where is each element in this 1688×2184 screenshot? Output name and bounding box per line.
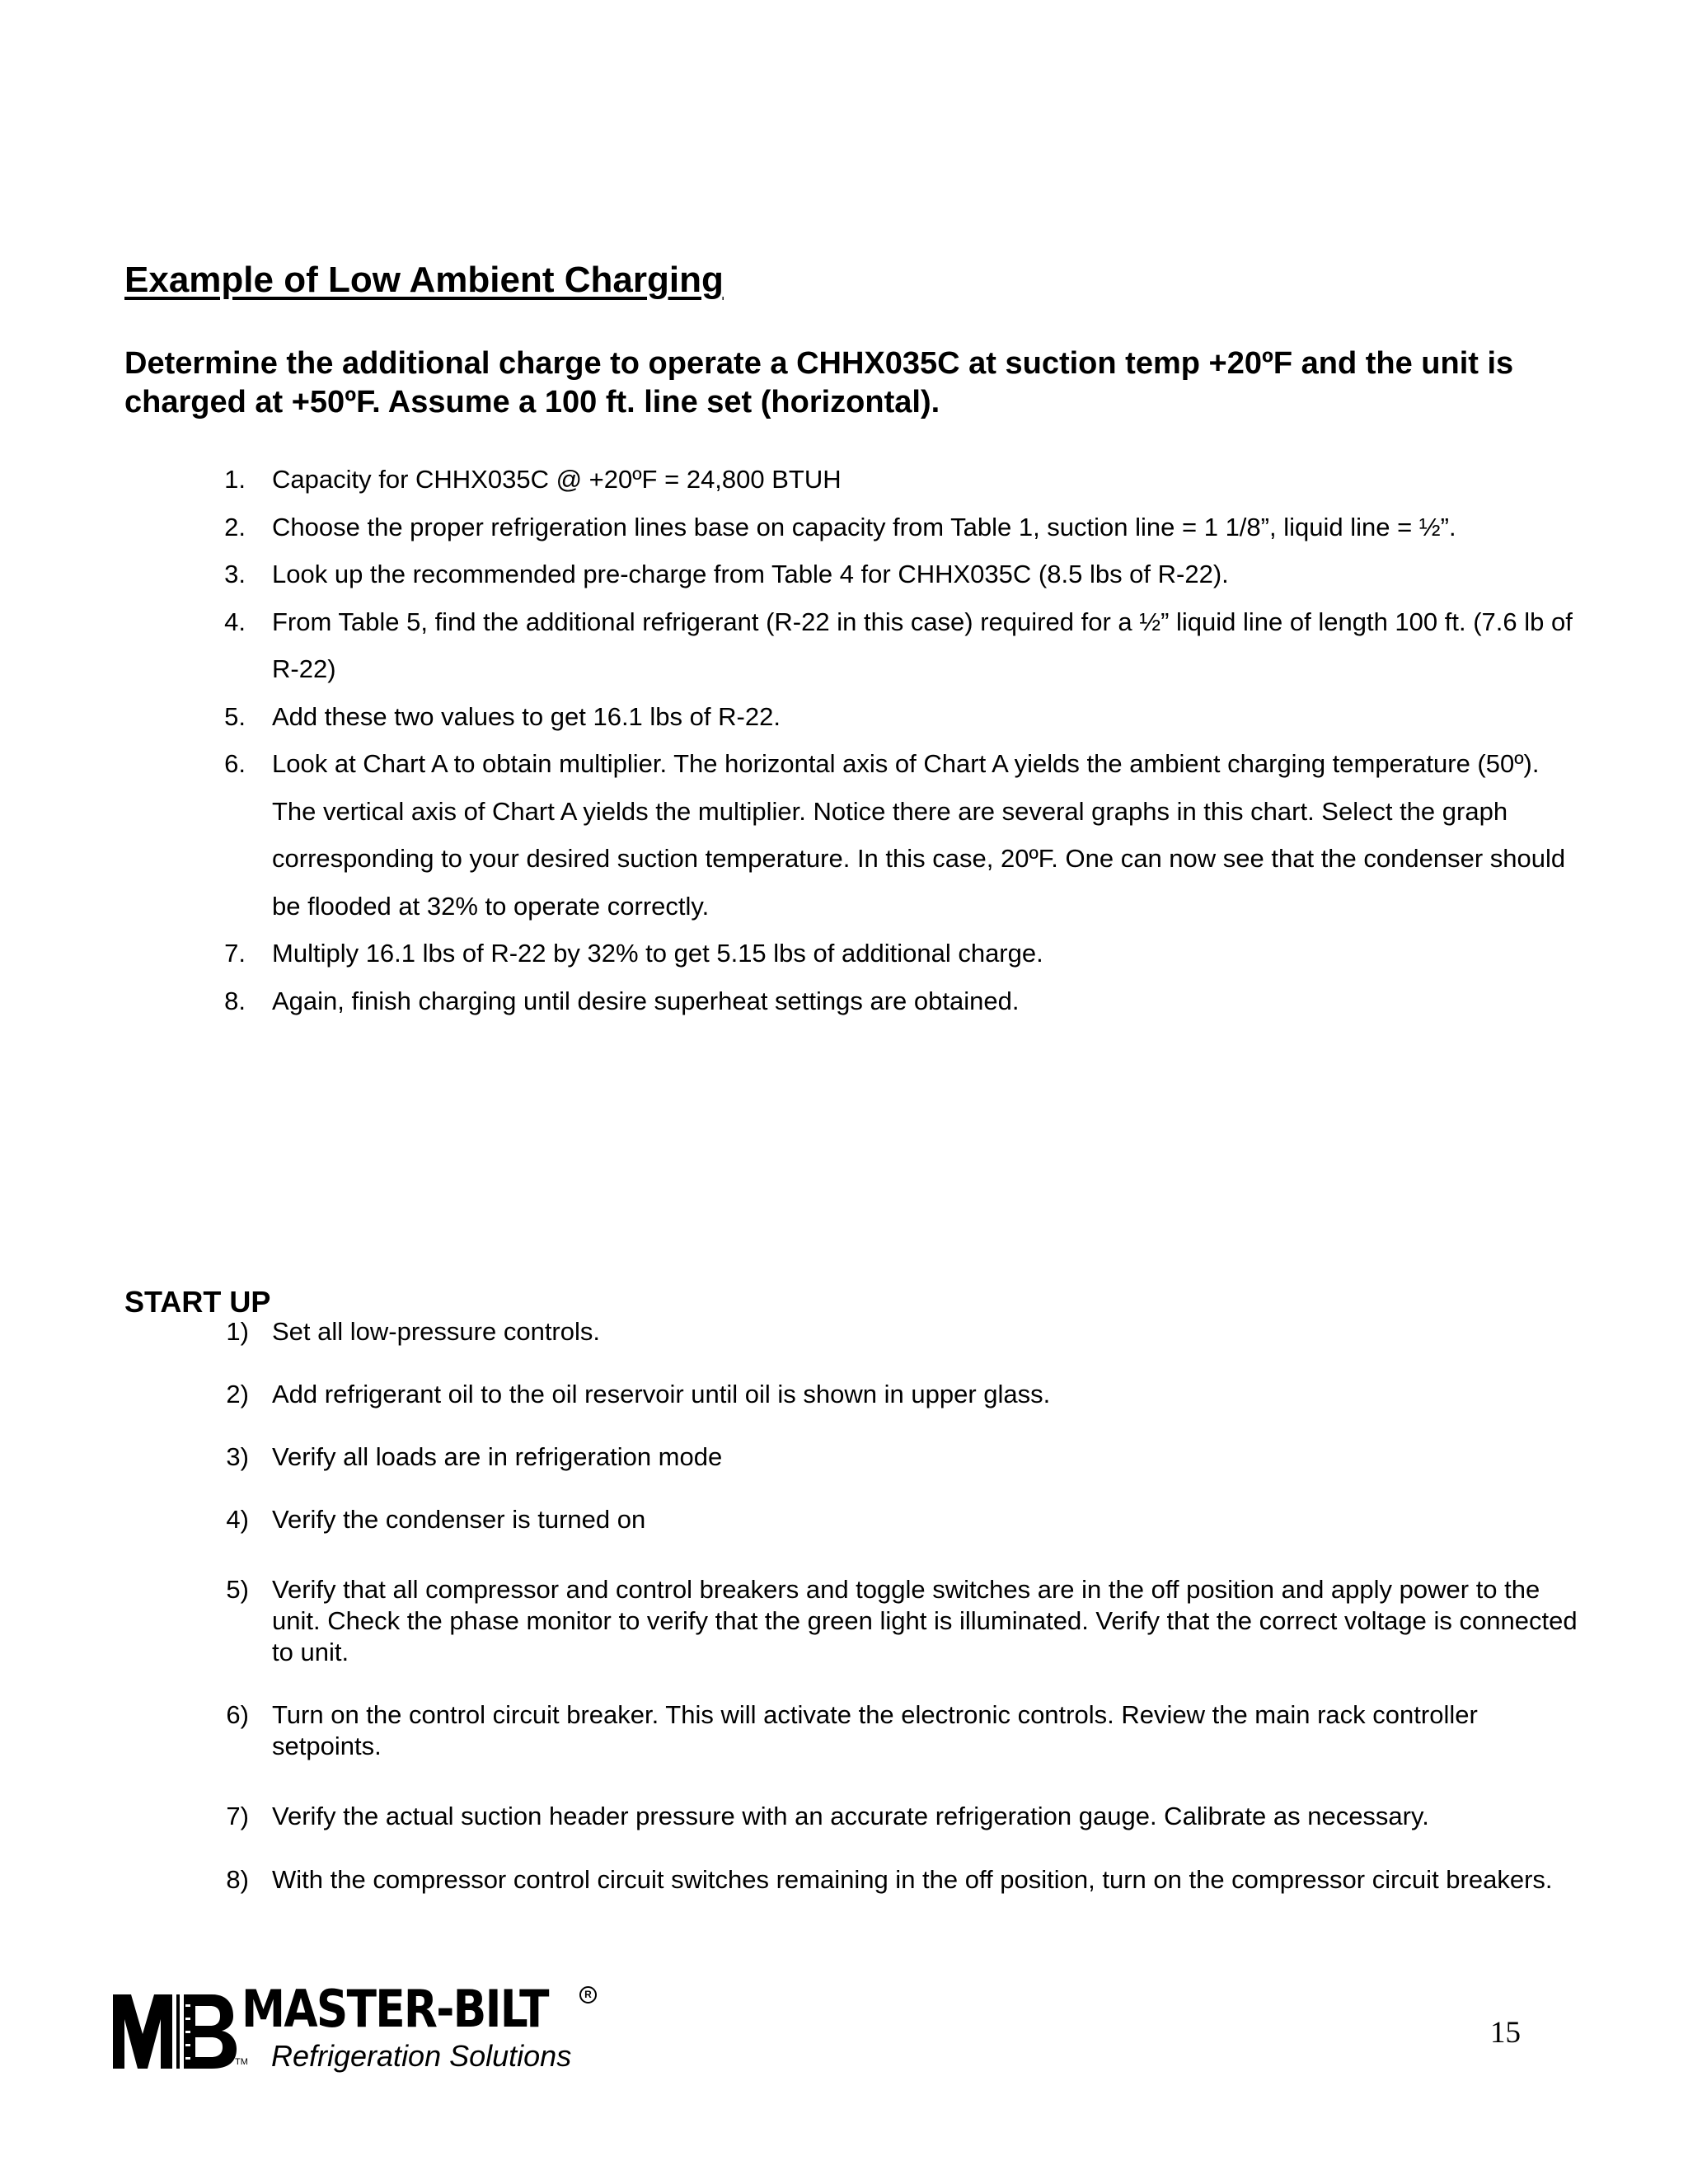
step-text: Turn on the control circuit breaker. This will activate the electronic controls. Review the main rack controller setpoints. — [272, 1700, 1478, 1760]
list-number: 8. — [224, 986, 246, 1015]
step-number: 5) — [226, 1575, 249, 1604]
step-text: Verify that all compressor and control breakers and toggle switches are in the off position and apply power to the unit. Check the phase monitor to verify that the green light is illuminated. Verify that the correct voltage is connected to unit. — [272, 1575, 1578, 1666]
list-number: 4. — [224, 607, 246, 636]
step-text: With the compressor control circuit switches remaining in the off position, turn on the compressor circuit breakers. — [272, 1865, 1553, 1894]
list-text: Look up the recommended pre-charge from Table 4 for CHHX035C (8.5 lbs of R-22). — [272, 560, 1229, 588]
list-item — [216, 740, 1576, 930]
step-number: 1) — [226, 1317, 249, 1346]
step-text: Verify all loads are in refrigeration mode — [272, 1442, 723, 1471]
step-number: 3) — [226, 1442, 249, 1471]
list-text: From Table 5, find the additional refrigerant (R-22 in this case) required for a ½” liquid line of length 100 ft. (7.6 lb of R-22) — [272, 607, 1573, 683]
startup-step — [216, 1574, 1584, 1668]
step-text: Verify the actual suction header pressure with an accurate refrigeration gauge. Calibrate as necessary. — [272, 1802, 1429, 1830]
section-title: Example of Low Ambient Charging — [124, 260, 724, 300]
list-number: 5. — [224, 701, 246, 731]
startup-step — [216, 1379, 1584, 1410]
step-number: 4) — [226, 1505, 249, 1534]
startup-heading: START UP — [124, 1285, 271, 1319]
startup-step — [216, 1864, 1584, 1896]
step-number: 7) — [226, 1802, 249, 1830]
list-text: Choose the proper refrigeration lines base on capacity from Table 1, suction line = 1 1/8”, liquid line = ½”. — [272, 512, 1456, 541]
list-number: 1. — [224, 465, 246, 494]
list-item — [216, 456, 1576, 504]
startup-step — [216, 1699, 1584, 1762]
brand-tagline: Refrigeration Solutions — [271, 2039, 572, 2073]
list-text: Add these two values to get 16.1 lbs of R-22. — [272, 701, 781, 731]
list-number: 3. — [224, 560, 246, 588]
mb-logo-mark-icon — [110, 1986, 241, 2077]
list-number: 7. — [224, 939, 246, 968]
step-number: 8) — [226, 1865, 249, 1894]
list-text: Look at Chart A to obtain multiplier. The horizontal axis of Chart A yields the ambient charging temperature (50º). The vertical axis of Chart A yields the multiplier. Notice there are several graphs in this chart. Select the graph corresponding to your desired suction temperature. In this case, 20ºF. One can now see that the condenser should be flooded at 32% to operate correctly. — [272, 749, 1566, 921]
step-number: 6) — [226, 1700, 249, 1729]
step-text: Set all low-pressure controls. — [272, 1317, 600, 1346]
list-item — [216, 930, 1576, 977]
list-number: 6. — [224, 749, 246, 778]
startup-step — [216, 1441, 1584, 1473]
startup-step — [216, 1504, 1584, 1535]
trademark-mark: TM — [235, 2057, 248, 2067]
list-item — [216, 693, 1576, 741]
list-number: 2. — [224, 512, 246, 541]
list-item — [216, 551, 1576, 598]
registered-mark-icon: R — [579, 1986, 597, 2004]
list-item — [216, 504, 1576, 551]
startup-step — [216, 1316, 1584, 1347]
step-text: Add refrigerant oil to the oil reservoir until oil is shown in upper glass. — [272, 1380, 1051, 1408]
master-bilt-logo — [110, 1979, 621, 2077]
page-number: 15 — [1490, 2016, 1521, 2050]
list-item — [216, 598, 1576, 693]
list-text: Capacity for CHHX035C @ +20ºF = 24,800 BTUH — [272, 465, 842, 494]
example-intro: Determine the additional charge to operate a CHHX035C at suction temp +20ºF and the unit is charged at +50ºF. Assume a 100 ft. line set (horizontal). — [124, 346, 1514, 419]
example-steps-list — [216, 456, 1576, 1024]
startup-step — [216, 1801, 1584, 1832]
list-text: Again, finish charging until desire superheat settings are obtained. — [272, 986, 1020, 1015]
list-text: Multiply 16.1 lbs of R-22 by 32% to get 5.15 lbs of additional charge. — [272, 939, 1043, 968]
list-item — [216, 977, 1576, 1025]
brand-name: MASTER-BILT — [241, 1979, 548, 2039]
step-number: 2) — [226, 1380, 249, 1408]
step-text: Verify the condenser is turned on — [272, 1505, 646, 1534]
